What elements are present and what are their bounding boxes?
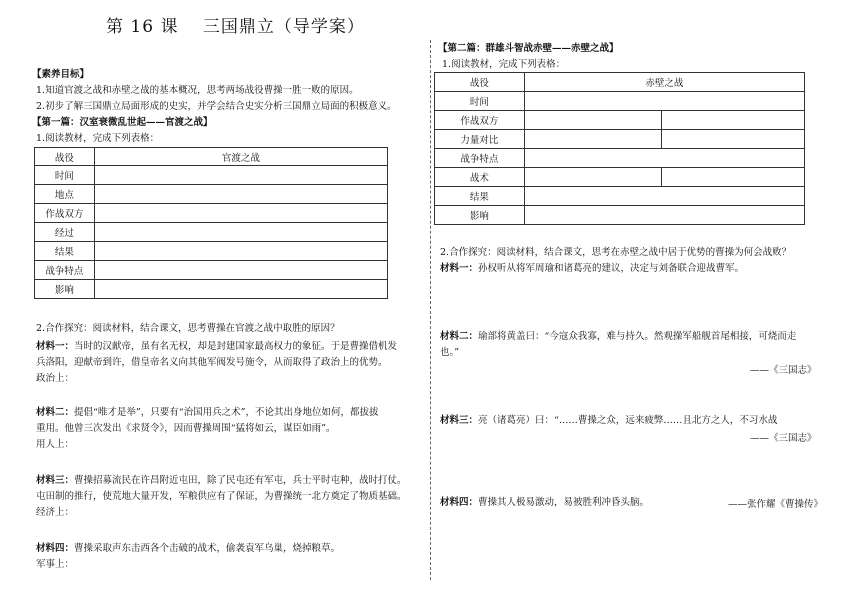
row-label: 作战双方 <box>435 111 525 130</box>
table-row <box>35 204 388 223</box>
answer-prompt-talent: 用人上： <box>36 439 75 450</box>
source-citation: ——《三国志》 <box>750 433 817 444</box>
answer-cell-right[interactable] <box>662 168 805 187</box>
right-material-4 <box>440 496 649 509</box>
material-4-line1 <box>36 542 340 555</box>
goals-heading: 【素养目标】 <box>32 69 90 80</box>
table-row <box>35 148 388 166</box>
material-text: 提倡“唯才是举”，只要有“治国用兵之术”，不论其出身地位如何，都拔拔 <box>74 407 379 418</box>
page-title: 第 16 课 三国鼎立（导学案） <box>106 17 365 37</box>
table-row <box>435 149 805 168</box>
material-label: 材料二： <box>440 331 479 342</box>
row-label: 结果 <box>35 242 95 261</box>
read-instruction-2: 1.阅读教材，完成下列表格： <box>442 59 566 70</box>
row-label: 时间 <box>435 92 525 111</box>
table-row <box>435 73 805 92</box>
material-text: 曹操其人极易激动，易被胜利冲昏头脑。 <box>478 497 650 508</box>
right-material-2-line1 <box>440 330 796 343</box>
row-label: 影响 <box>435 206 525 225</box>
material-1-line2: 兵洛阳，迎献帝到许，借皇帝名义向其他军阀发号施令，从而取得了政治上的优势。 <box>36 357 388 368</box>
answer-cell[interactable] <box>94 166 387 185</box>
table-row <box>435 111 805 130</box>
material-text: 曹操采取声东击西各个击破的战术，偷袭袁军乌巢，烧掉粮草。 <box>74 543 341 554</box>
material-label: 材料二： <box>36 407 75 418</box>
goal-2: 2.初步了解三国鼎立局面形成的史实，并学会结合史实分析三国鼎立局面的积极意义。 <box>36 101 397 112</box>
material-label: 材料四： <box>440 497 479 508</box>
material-text: 瑜部将黄盖曰：“今寇众我寡，难与持久。然观操军船舰首尾相接，可烧而走 <box>478 331 797 342</box>
material-2-line1 <box>36 406 378 419</box>
row-label: 经过 <box>35 223 95 242</box>
answer-cell[interactable] <box>524 149 804 168</box>
material-label: 材料四： <box>36 543 75 554</box>
answer-cell-right[interactable] <box>662 130 805 149</box>
row-label: 结果 <box>435 187 525 206</box>
table-row <box>35 261 388 280</box>
material-3-line1 <box>36 474 407 487</box>
column-divider <box>430 40 431 580</box>
table-header-cell: 战役 <box>35 148 95 166</box>
answer-prompt-economy: 经济上： <box>36 507 75 518</box>
table-row <box>435 206 805 225</box>
question-2-right: 2.合作探究：阅读材料，结合课文，思考在赤壁之战中居于优势的曹操为何会战败？ <box>440 247 792 258</box>
table-header-cell: 赤壁之战 <box>524 73 804 92</box>
goal-1: 1.知道官渡之战和赤壁之战的基本概况，思考两场战役曹操一胜一败的原因。 <box>36 85 359 96</box>
row-label: 战术 <box>435 168 525 187</box>
right-material-1 <box>440 262 744 275</box>
table-header-cell: 官渡之战 <box>94 148 387 166</box>
table-row <box>435 168 805 187</box>
material-text: 曹操招募流民在许昌附近屯田，除了民屯还有军屯，兵士平时屯种，战时打仗。 <box>74 475 407 486</box>
table-row <box>435 92 805 111</box>
row-label: 地点 <box>35 185 95 204</box>
row-label: 战争特点 <box>435 149 525 168</box>
answer-cell[interactable] <box>94 185 387 204</box>
material-label: 材料一： <box>36 341 75 352</box>
answer-cell-left[interactable] <box>524 168 662 187</box>
read-instruction-1: 1.阅读教材，完成下列表格： <box>36 133 160 144</box>
answer-cell-right[interactable] <box>662 111 805 130</box>
answer-cell[interactable] <box>524 206 804 225</box>
material-label: 材料三： <box>440 415 479 426</box>
row-label: 影响 <box>35 280 95 299</box>
material-text: 亮（诸葛亮）曰：“……曹操之众，远来疲弊……且北方之人，不习水战 <box>478 415 778 426</box>
table-row <box>435 130 805 149</box>
row-label: 作战双方 <box>35 204 95 223</box>
table-row <box>35 280 388 299</box>
answer-cell[interactable] <box>94 280 387 299</box>
question-2-left: 2.合作探究：阅读材料，结合课文，思考曹操在官渡之战中取胜的原因？ <box>36 323 340 334</box>
table-row <box>435 187 805 206</box>
answer-prompt-political: 政治上： <box>36 373 75 384</box>
part1-heading: 【第一篇：汉室衰微乱世起——官渡之战】 <box>32 117 213 128</box>
source-citation: ——张作耀《曹操传》 <box>728 499 824 510</box>
material-1-line1 <box>36 340 397 353</box>
answer-cell[interactable] <box>94 242 387 261</box>
part2-heading: 【第二篇：群雄斗智战赤壁——赤壁之战】 <box>438 43 619 54</box>
answer-cell[interactable] <box>524 92 804 111</box>
material-label: 材料三： <box>36 475 75 486</box>
material-text: 当时的汉献帝，虽有名无权，却是封建国家最高权力的象征。于是曹操借机发 <box>74 341 398 352</box>
table-row <box>35 185 388 204</box>
table-row <box>35 166 388 185</box>
table-header-cell: 战役 <box>435 73 525 92</box>
table-row <box>35 242 388 261</box>
answer-prompt-military: 军事上： <box>36 559 75 570</box>
answer-cell-left[interactable] <box>524 130 662 149</box>
row-label: 战争特点 <box>35 261 95 280</box>
answer-cell[interactable] <box>94 261 387 280</box>
right-material-3 <box>440 414 777 427</box>
right-material-2-line2: 也。” <box>440 347 460 358</box>
table-chibi <box>434 72 805 225</box>
material-3-line2: 屯田制的推行，使荒地大量开发，军粮供应有了保证，为曹操统一北方奠定了物质基础。 <box>36 491 407 502</box>
answer-cell[interactable] <box>524 187 804 206</box>
answer-cell[interactable] <box>94 204 387 223</box>
table-guandu <box>34 147 388 299</box>
row-label: 力量对比 <box>435 130 525 149</box>
material-text: 孙权听从将军周瑜和诸葛亮的建议，决定与刘备联合迎战曹军。 <box>478 263 745 274</box>
material-label: 材料一： <box>440 263 479 274</box>
material-2-line2: 重用。他曾三次发出《求贤令》，因而曹操周围“猛将如云，谋臣如雨”。 <box>36 423 336 434</box>
source-citation: ——《三国志》 <box>750 365 817 376</box>
table-row <box>35 223 388 242</box>
row-label: 时间 <box>35 166 95 185</box>
answer-cell-left[interactable] <box>524 111 662 130</box>
answer-cell[interactable] <box>94 223 387 242</box>
